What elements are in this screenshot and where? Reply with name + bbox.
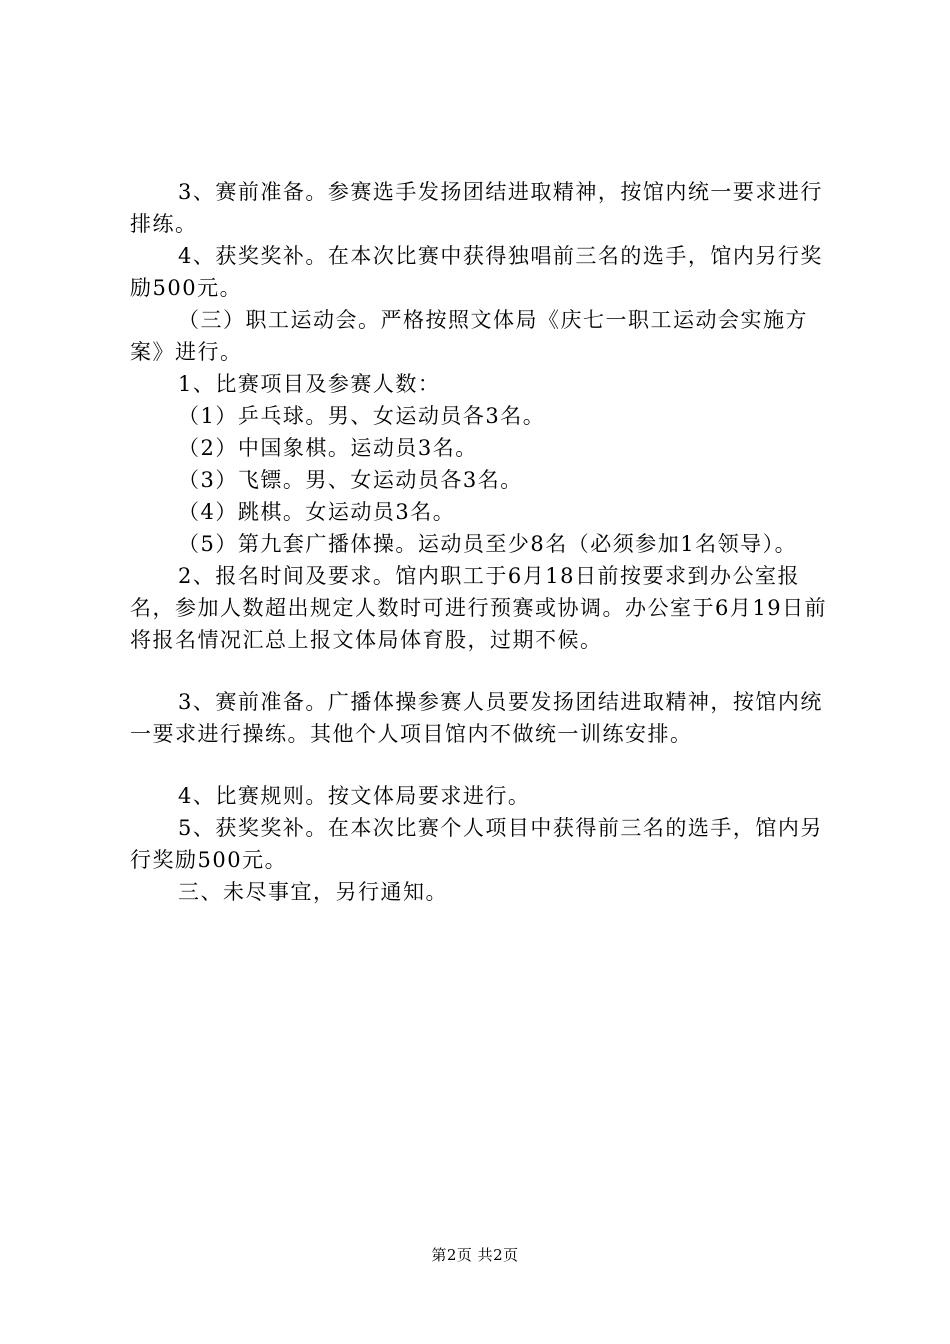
page-number-footer: 第2页 共2页 — [431, 1246, 519, 1264]
paragraph-award-sports: 5、获奖奖补。在本次比赛个人项目中获得前三名的选手，馆内另行奖励500元。 — [130, 816, 823, 872]
paragraph-award-singing: 4、获奖奖补。在本次比赛中获得独唱前三名的选手，馆内另行奖励500元。 — [130, 244, 823, 300]
paragraph-event-checkers: （4）跳棋。女运动员3名。 — [178, 500, 456, 524]
document-body — [130, 176, 842, 908]
paragraph-rules: 4、比赛规则。按文体局要求进行。 — [178, 784, 531, 808]
paragraph-sports-meet: （三）职工运动会。严格按照文体局《庆七一职工运动会实施方案》进行。 — [130, 308, 808, 364]
paragraph-prep-exercise: 3、赛前准备。广播体操参赛人员要发扬团结进取精神，按馆内统一要求进行操练。其他个人项目馆内不做统一训练安排。 — [130, 690, 823, 746]
paragraph-event-pingpong: （1）乒乓球。男、女运动员各3名。 — [178, 404, 546, 428]
paragraph-prep-singing: 3、赛前准备。参赛选手发扬团结进取精神，按馆内统一要求进行排练。 — [130, 180, 823, 236]
paragraph-registration: 2、报名时间及要求。馆内职工于6月18日前按要求到办公室报名，参加人数超出规定人数时可进行预赛或协调。办公室于6月19日前将报名情况汇总上报文体局体育股，过期不候。 — [130, 564, 828, 652]
paragraph-event-chess: （2）中国象棋。运动员3名。 — [178, 436, 478, 460]
paragraph-event-exercise: （5）第九套广播体操。运动员至少8名（必须参加1名领导）。 — [178, 532, 798, 556]
paragraph-events-heading: 1、比赛项目及参赛人数： — [178, 372, 441, 396]
paragraph-event-darts: （3）飞镖。男、女运动员各3名。 — [178, 468, 523, 492]
paragraph-closing: 三、未尽事宜，另行通知。 — [178, 880, 448, 904]
